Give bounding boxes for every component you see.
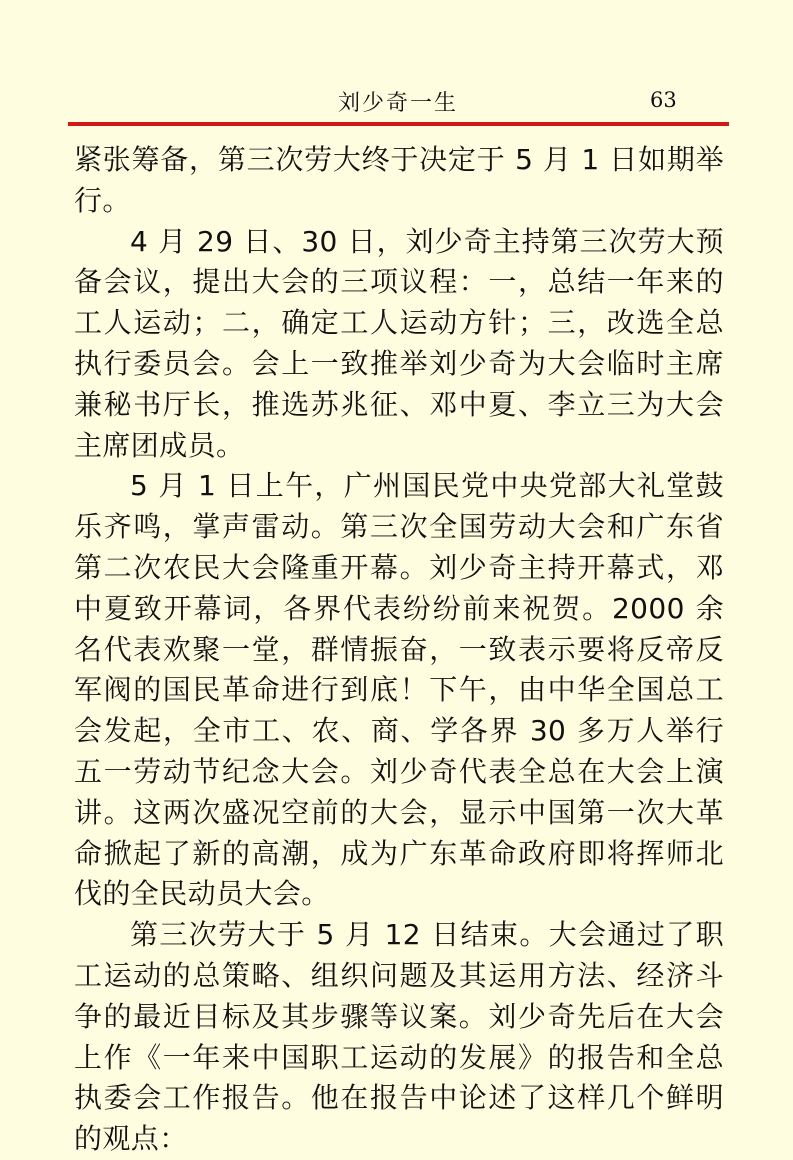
paragraph-preparatory-meeting: 4 月 29 日、30 日，刘少奇主持第三次劳大预备会议，提出大会的三项议程：一，总结一年来的工人运动；二，确定工人运动方针；三，改选全总执行委员会。会上一致推举刘少奇为大会临时主席兼秘书厅长，推选苏兆征、邓中夏、李立三为大会主席团成员。 (74, 224, 724, 462)
paragraph-continuation: 紧张筹备，第三次劳大终于决定于 5 月 1 日如期举行。 (74, 143, 724, 217)
body-text (74, 140, 724, 1160)
page-number: 63 (650, 88, 677, 112)
paragraph-congress-conclusion: 第三次劳大于 5 月 12 日结束。大会通过了职工运动的总策略、组织问题及其运用方法、经济斗争的最近目标及其步骤等议案。刘少奇先后在大会上作《一年来中国职工运动的发展》的报告和全总执委会工作报告。他在报告中论述了这样几个鲜明的观点： (74, 918, 724, 1156)
header-rule (68, 122, 729, 126)
running-header-title: 刘少奇一生 (338, 91, 459, 116)
paragraph-opening-ceremony: 5 月 1 日上午，广州国民党中央党部大礼堂鼓乐齐鸣，掌声雷动。第三次全国劳动大会和广东省第二次农民大会隆重开幕。刘少奇主持开幕式，邓中夏致开幕词，各界代表纷纷前来祝贺。2000 余名代表欢聚一堂，群情振奋，一致表示要将反帝反军阀的国民革命进行到底！下午，由中华全国总工会发起，全市工、农、商、学各界 30 多万人举行五一劳动节纪念大会。刘少奇代表全总在大会上演讲。这两次盛况空前的大会，显示中国第一次大革命掀起了新的高潮，成为广东革命政府即将挥师北伐的全民动员大会。 (74, 469, 724, 911)
